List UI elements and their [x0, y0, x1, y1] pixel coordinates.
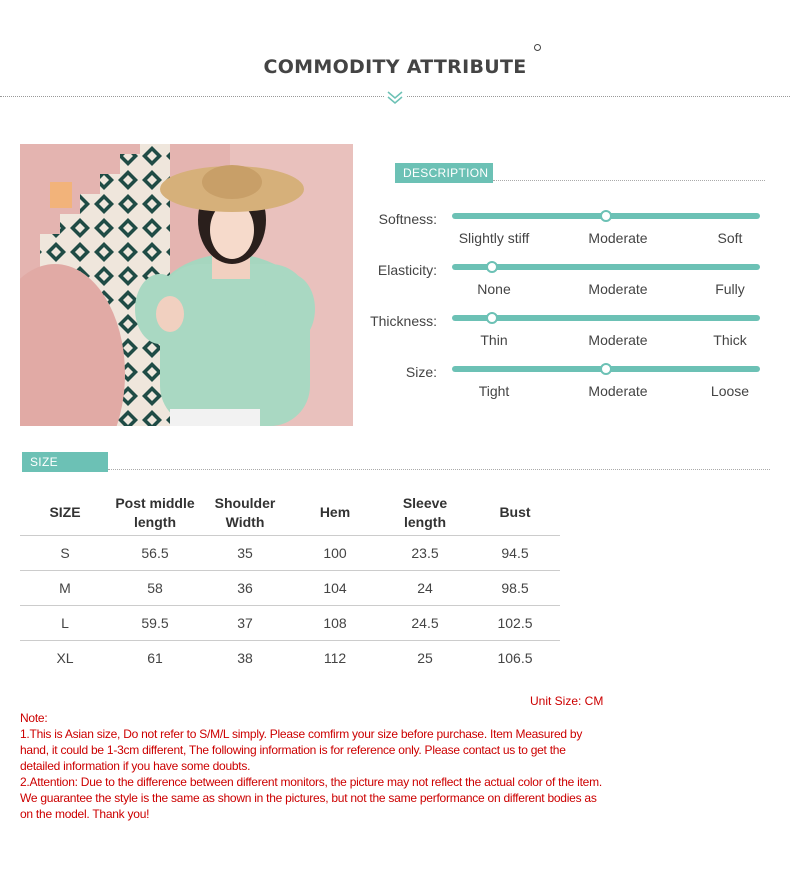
header-size: SIZE [20, 491, 110, 535]
note-item: 2.Attention: Due to the difference between different monitors, the picture may not reflect the actual color of the item. We guarantee the style is the same as shown in the pictures, but not the same performance on different bodies as on the model. Thank you! [20, 775, 602, 821]
elasticity-scale-low: None [477, 281, 511, 297]
table-cell: 102.5 [470, 605, 560, 640]
softness-label: Softness: [378, 211, 437, 227]
softness-scale-mid: Moderate [588, 230, 648, 246]
page-title: COMMODITY ATTRIBUTE [263, 56, 527, 78]
page-title-wrap [0, 56, 790, 78]
table-row [20, 605, 560, 640]
elasticity-label: Elasticity: [377, 262, 437, 278]
softness-scale-low: Slightly stiff [458, 230, 530, 246]
thickness-scale-mid: Moderate [588, 332, 648, 348]
table-cell: 59.5 [110, 605, 200, 640]
softness-scale-high: Soft [717, 230, 743, 246]
size-table [20, 491, 560, 675]
notes-block [20, 710, 605, 822]
page-title-inner [263, 56, 526, 78]
header-shoulder-width: Shoulder Width [200, 491, 290, 535]
table-cell: 94.5 [470, 535, 560, 570]
table-cell: M [20, 570, 110, 605]
table-row [20, 535, 560, 570]
table-header-row [20, 491, 560, 535]
table-cell: S [20, 535, 110, 570]
description-tag: DESCRIPTION [395, 163, 493, 183]
size-scale-low: Tight [478, 383, 510, 399]
table-cell: 98.5 [470, 570, 560, 605]
degree-circle-icon [534, 44, 541, 51]
elasticity-indicator [486, 261, 498, 273]
header-post-middle-length: Post middle length [110, 491, 200, 535]
table-cell: 61 [147, 649, 163, 666]
table-cell: L [20, 605, 110, 640]
table-cell: 25 [417, 649, 433, 666]
table-cell: 23.5 [380, 535, 470, 570]
thickness-scale-high: Thick [713, 332, 747, 348]
table-cell: 58 [110, 570, 200, 605]
table-cell: 24 [380, 570, 470, 605]
header-hem: Hem [290, 491, 380, 535]
thickness-label: Thickness: [370, 313, 437, 329]
table-cell: 24.5 [380, 605, 470, 640]
notes-heading: Note: [20, 711, 48, 725]
table-cell: 108 [290, 605, 380, 640]
table-row [20, 570, 560, 605]
table-row [20, 640, 560, 675]
table-cell: 38 [237, 649, 253, 666]
table-cell: 36 [200, 570, 290, 605]
size-scale-mid: Moderate [588, 383, 648, 399]
description-divider [493, 180, 765, 181]
elasticity-scale-high: Fully [715, 281, 745, 297]
thickness-track [452, 315, 760, 321]
elasticity-scale-mid: Moderate [588, 281, 648, 297]
header-sleeve-length: Sleeve length [380, 491, 470, 535]
thickness-scale-low: Thin [480, 332, 508, 348]
double-chevron-down-icon [384, 89, 406, 105]
product-photo [20, 144, 353, 426]
table-cell: XL [56, 649, 74, 666]
softness-indicator [600, 210, 612, 222]
size-filter-tag: SIZE FILTER [22, 452, 108, 472]
elasticity-track [452, 264, 760, 270]
size-label: Size: [405, 364, 437, 380]
unit-size-note: Unit Size: CM [530, 694, 604, 708]
table-cell: 112 [323, 649, 347, 666]
table-cell: 104 [290, 570, 380, 605]
table-cell: 37 [200, 605, 290, 640]
thickness-indicator [486, 312, 498, 324]
table-cell: 106.5 [497, 649, 533, 666]
size-indicator [600, 363, 612, 375]
note-item: 1.This is Asian size, Do not refer to S/M/L simply. Please comfirm your size before purchase. Item Measured by hand, it could be 1-3cm different, The following information is for reference only. Please contact us to get the detailed information if you have some doubts. [20, 727, 583, 773]
table-cell: 100 [290, 535, 380, 570]
table-cell: 56.5 [110, 535, 200, 570]
size-filter-divider [108, 469, 770, 470]
header-bust: Bust [470, 491, 560, 535]
size-scale-high: Loose [710, 383, 750, 399]
table-cell: 35 [200, 535, 290, 570]
